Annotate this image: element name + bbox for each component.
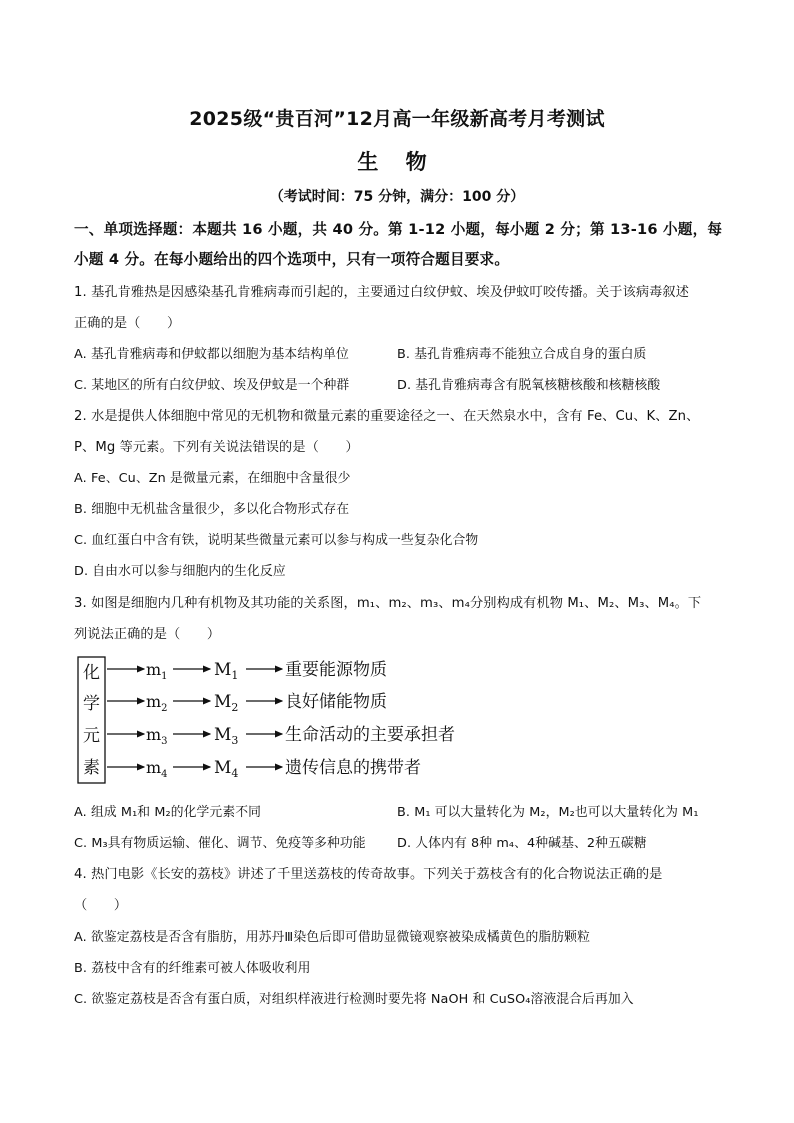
q3-option-c: C. M₃具有物质运输、催化、调节、免疫等多种功能 — [74, 836, 366, 851]
q4-option-b: B. 荔枝中含有的纤维素可被人体吸收利用 — [74, 961, 311, 976]
M2-function: 良好储能物质 — [285, 692, 387, 712]
box-char-3: 元 — [83, 726, 100, 746]
exam-title: 2025级“贵百河”12月高一年级新高考月考测试 — [189, 108, 605, 130]
q3-stem-line2: 列说法正确的是（ ） — [74, 627, 221, 642]
q2-stem-line2: P、Mg 等元素。下列有关说法错误的是（ ） — [74, 440, 359, 455]
section-heading-line2: 小题 4 分。在每小题给出的四个选项中，只有一项符合题目要求。 — [74, 251, 510, 268]
m4-label: $m_4$ — [146, 758, 168, 780]
q4-stem-line1: 4. 热门电影《长安的荔枝》讲述了千里送荔枝的传奇故事。下列关于荔枝含有的化合物说法正确的是 — [74, 867, 663, 882]
box-char-4: 素 — [83, 758, 100, 778]
m3-label: $m_3$ — [146, 725, 168, 747]
q4-option-c: C. 欲鉴定荔枝是否含有蛋白质，对组织样液进行检测时要先将 NaOH 和 CuSO₄溶液混合后再加入 — [74, 992, 634, 1007]
exam-info: （考试时间：75 分钟，满分：100 分） — [269, 189, 525, 205]
q2-option-d: D. 自由水可以参与细胞内的生化反应 — [74, 564, 286, 579]
q1-option-d: D. 基孔肯雅病毒含有脱氧核糖核酸和核糖核酸 — [397, 378, 661, 393]
diagram-row-3 — [107, 725, 455, 747]
q3-option-b: B. M₁ 可以大量转化为 M₂，M₂也可以大量转化为 M₁ — [397, 805, 699, 820]
q2-stem-line1: 2. 水是提供人体细胞中常见的无机物和微量元素的重要途径之一、在天然泉水中，含有 Fe、Cu、K、Zn、 — [74, 409, 700, 424]
box-char-2: 学 — [83, 694, 100, 714]
q2-option-b: B. 细胞中无机盐含量很少，多以化合物形式存在 — [74, 502, 350, 517]
q3-stem-line1: 3. 如图是细胞内几种有机物及其功能的关系图，m₁、m₂、m₃、m₄分别构成有机物 M₁、M₂、M₃、M₄。下 — [74, 596, 702, 611]
q1-option-c: C. 某地区的所有白纹伊蚊、埃及伊蚊是一个种群 — [74, 378, 350, 393]
M2-label: $M_2$ — [214, 692, 239, 714]
diagram-row-4 — [107, 758, 421, 780]
M4-function: 遗传信息的携带者 — [285, 758, 421, 778]
q1-option-b: B. 基孔肯雅病毒不能独立合成自身的蛋白质 — [397, 347, 647, 362]
m2-label: $m_2$ — [146, 692, 168, 714]
box-char-1: 化 — [83, 663, 100, 683]
diagram-row-2 — [107, 692, 387, 714]
q2-option-a: A. Fe、Cu、Zn 是微量元素，在细胞中含量很少 — [74, 471, 351, 486]
M3-function: 生命活动的主要承担者 — [285, 725, 455, 745]
q1-option-a: A. 基孔肯雅病毒和伊蚊都以细胞为基本结构单位 — [74, 347, 349, 362]
q1-stem-line2: 正确的是（ ） — [74, 316, 181, 331]
q4-option-a: A. 欲鉴定荔枝是否含有脂肪，用苏丹Ⅲ染色后即可借助显微镜观察被染成橘黄色的脂肪颗粒 — [74, 930, 590, 945]
M1-label: $M_1$ — [214, 660, 239, 682]
q4-stem-line2: （ ） — [74, 898, 128, 913]
q2-option-c: C. 血红蛋白中含有铁，说明某些微量元素可以参与构成一些复杂化合物 — [74, 533, 479, 548]
diagram-row-1 — [107, 660, 387, 682]
m1-label: $m_1$ — [146, 660, 168, 682]
q3-option-d: D. 人体内有 8种 m₄、4种碱基、2种五碳糖 — [397, 836, 647, 851]
q3-option-a: A. 组成 M₁和 M₂的化学元素不同 — [74, 805, 262, 820]
q1-stem-line1: 1. 基孔肯雅热是因感染基孔肯雅病毒而引起的，主要通过白纹伊蚊、埃及伊蚊叮咬传播。关于该病毒叙述 — [74, 285, 690, 300]
M4-label: $M_4$ — [214, 758, 239, 780]
subject-title: 生 物 — [357, 150, 437, 174]
M1-function: 重要能源物质 — [285, 660, 387, 680]
section-heading-line1: 一、单项选择题：本题共 16 小题，共 40 分。第 1-12 小题，每小题 2 分；第 13-16 小题，每 — [74, 221, 723, 238]
organic-compounds-diagram — [76, 654, 496, 788]
M3-label: $M_3$ — [214, 725, 239, 747]
